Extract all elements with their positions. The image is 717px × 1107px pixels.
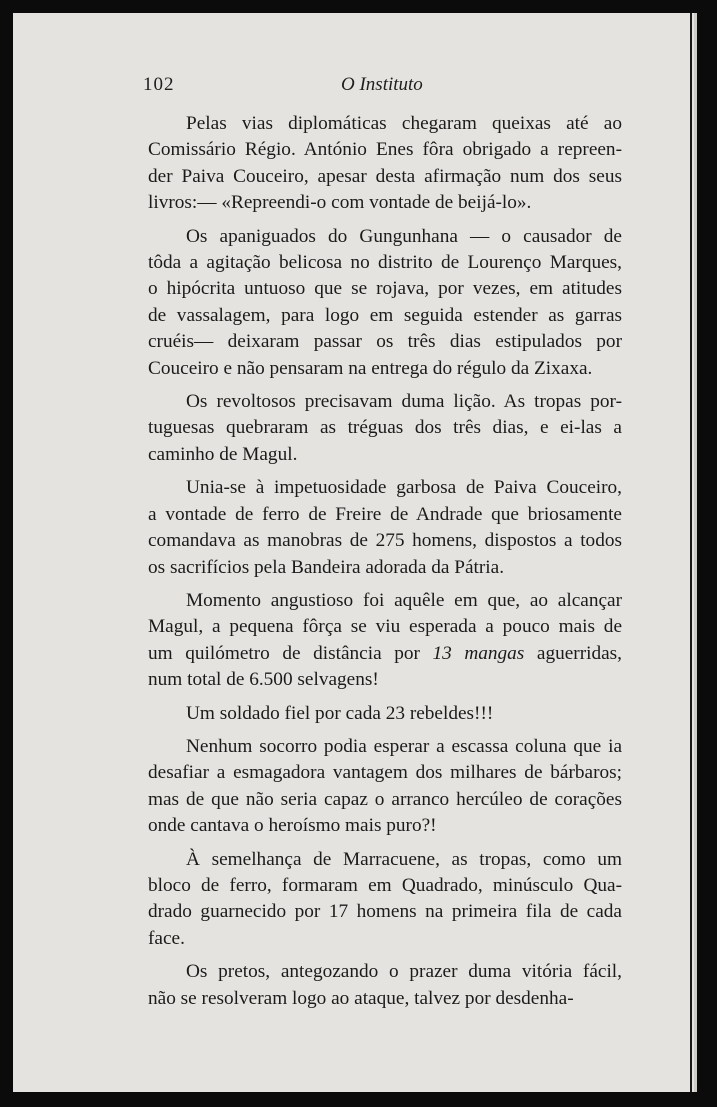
text-line: Os revoltosos precisavam duma lição. As tropas por- xyxy=(186,391,622,413)
text-line: num total de 6.500 selvagens! xyxy=(148,669,379,691)
paragraph xyxy=(148,111,622,217)
text-line: Unia-se à impetuosidade garbosa de Paiva Couceiro, xyxy=(186,477,622,499)
paragraph xyxy=(148,475,622,581)
text-line: Momento angustioso foi aquêle em que, ao alcançar xyxy=(186,589,622,611)
text-line: tôda a agitação belicosa no distrito de Lourenço Marques, xyxy=(148,252,622,274)
text-line: desafiar a esmagadora vantagem dos milhares de bárbaros; xyxy=(148,762,622,784)
text-line: Magul, a pequena fôrça se viu esperada a pouco mais de xyxy=(148,616,622,638)
body-text xyxy=(148,111,622,1019)
text-line: livros:— «Repreendi-o com vontade de beijá-lo». xyxy=(148,192,532,214)
text-line: onde cantava o heroísmo mais puro?! xyxy=(148,815,437,837)
page-number: 102 xyxy=(143,74,175,95)
paragraph xyxy=(148,224,622,382)
page-edge-line xyxy=(690,13,692,1092)
text-line: cruéis— deixaram passar os três dias estipulados por xyxy=(148,331,622,353)
paragraph xyxy=(148,701,622,727)
text-line: mas de que não seria capaz o arranco hercúleo de corações xyxy=(148,788,622,810)
paragraph xyxy=(148,389,622,468)
paragraph xyxy=(148,959,622,1012)
text-line: bloco de ferro, formaram em Quadrado, minúsculo Qua- xyxy=(148,874,622,896)
text-line: drado guarnecido por 17 homens na primeira fila de cada xyxy=(148,901,622,923)
paragraph xyxy=(148,847,622,953)
text-line: Pelas vias diplomáticas chegaram queixas até ao xyxy=(186,113,622,134)
text-line: tuguesas quebraram as tréguas dos três dias, e ei-las a xyxy=(148,417,622,439)
text-line: os sacrifícios pela Bandeira adorada da Pátria. xyxy=(148,556,505,578)
text-line: Comissário Régio. António Enes fôra obrigado a repreen- xyxy=(148,139,622,161)
text-line: a vontade de ferro de Freire de Andrade que briosamente xyxy=(148,503,622,525)
text-line: Um soldado fiel por cada 23 rebeldes!!! xyxy=(186,702,494,724)
text-line: Nenhum socorro podia esperar a escassa coluna que ia xyxy=(186,735,622,757)
text-line: um quilómetro de distância por 13 mangas aguerridas, xyxy=(148,642,623,664)
paragraph xyxy=(148,734,622,840)
text-line: o hipócrita untuoso que se rojava, por vezes, em atitudes xyxy=(148,278,622,300)
text-line: Os apaniguados do Gungunhana — o causador de xyxy=(186,225,622,247)
text-line: de vassalagem, para logo em seguida estender as garras xyxy=(148,304,622,326)
text-line: não se resolveram logo ao ataque, talvez por desdenha- xyxy=(148,987,574,1009)
running-title: O Instituto xyxy=(341,74,423,95)
text-line: comandava as manobras de 275 homens, dispostos a todos xyxy=(148,530,622,552)
text-line: der Paiva Couceiro, apesar desta afirmação num dos seus xyxy=(148,165,622,187)
paragraph xyxy=(148,588,622,694)
text-line: caminho de Magul. xyxy=(148,443,298,465)
text-line: À semelhança de Marracuene, as tropas, como um xyxy=(186,848,622,870)
text-line: Couceiro e não pensaram na entrega do régulo da Zixaxa. xyxy=(148,357,593,379)
text-line: face. xyxy=(148,927,185,949)
page-header xyxy=(143,74,623,98)
text-line: Os pretos, antegozando o prazer duma vitória fácil, xyxy=(186,961,622,983)
